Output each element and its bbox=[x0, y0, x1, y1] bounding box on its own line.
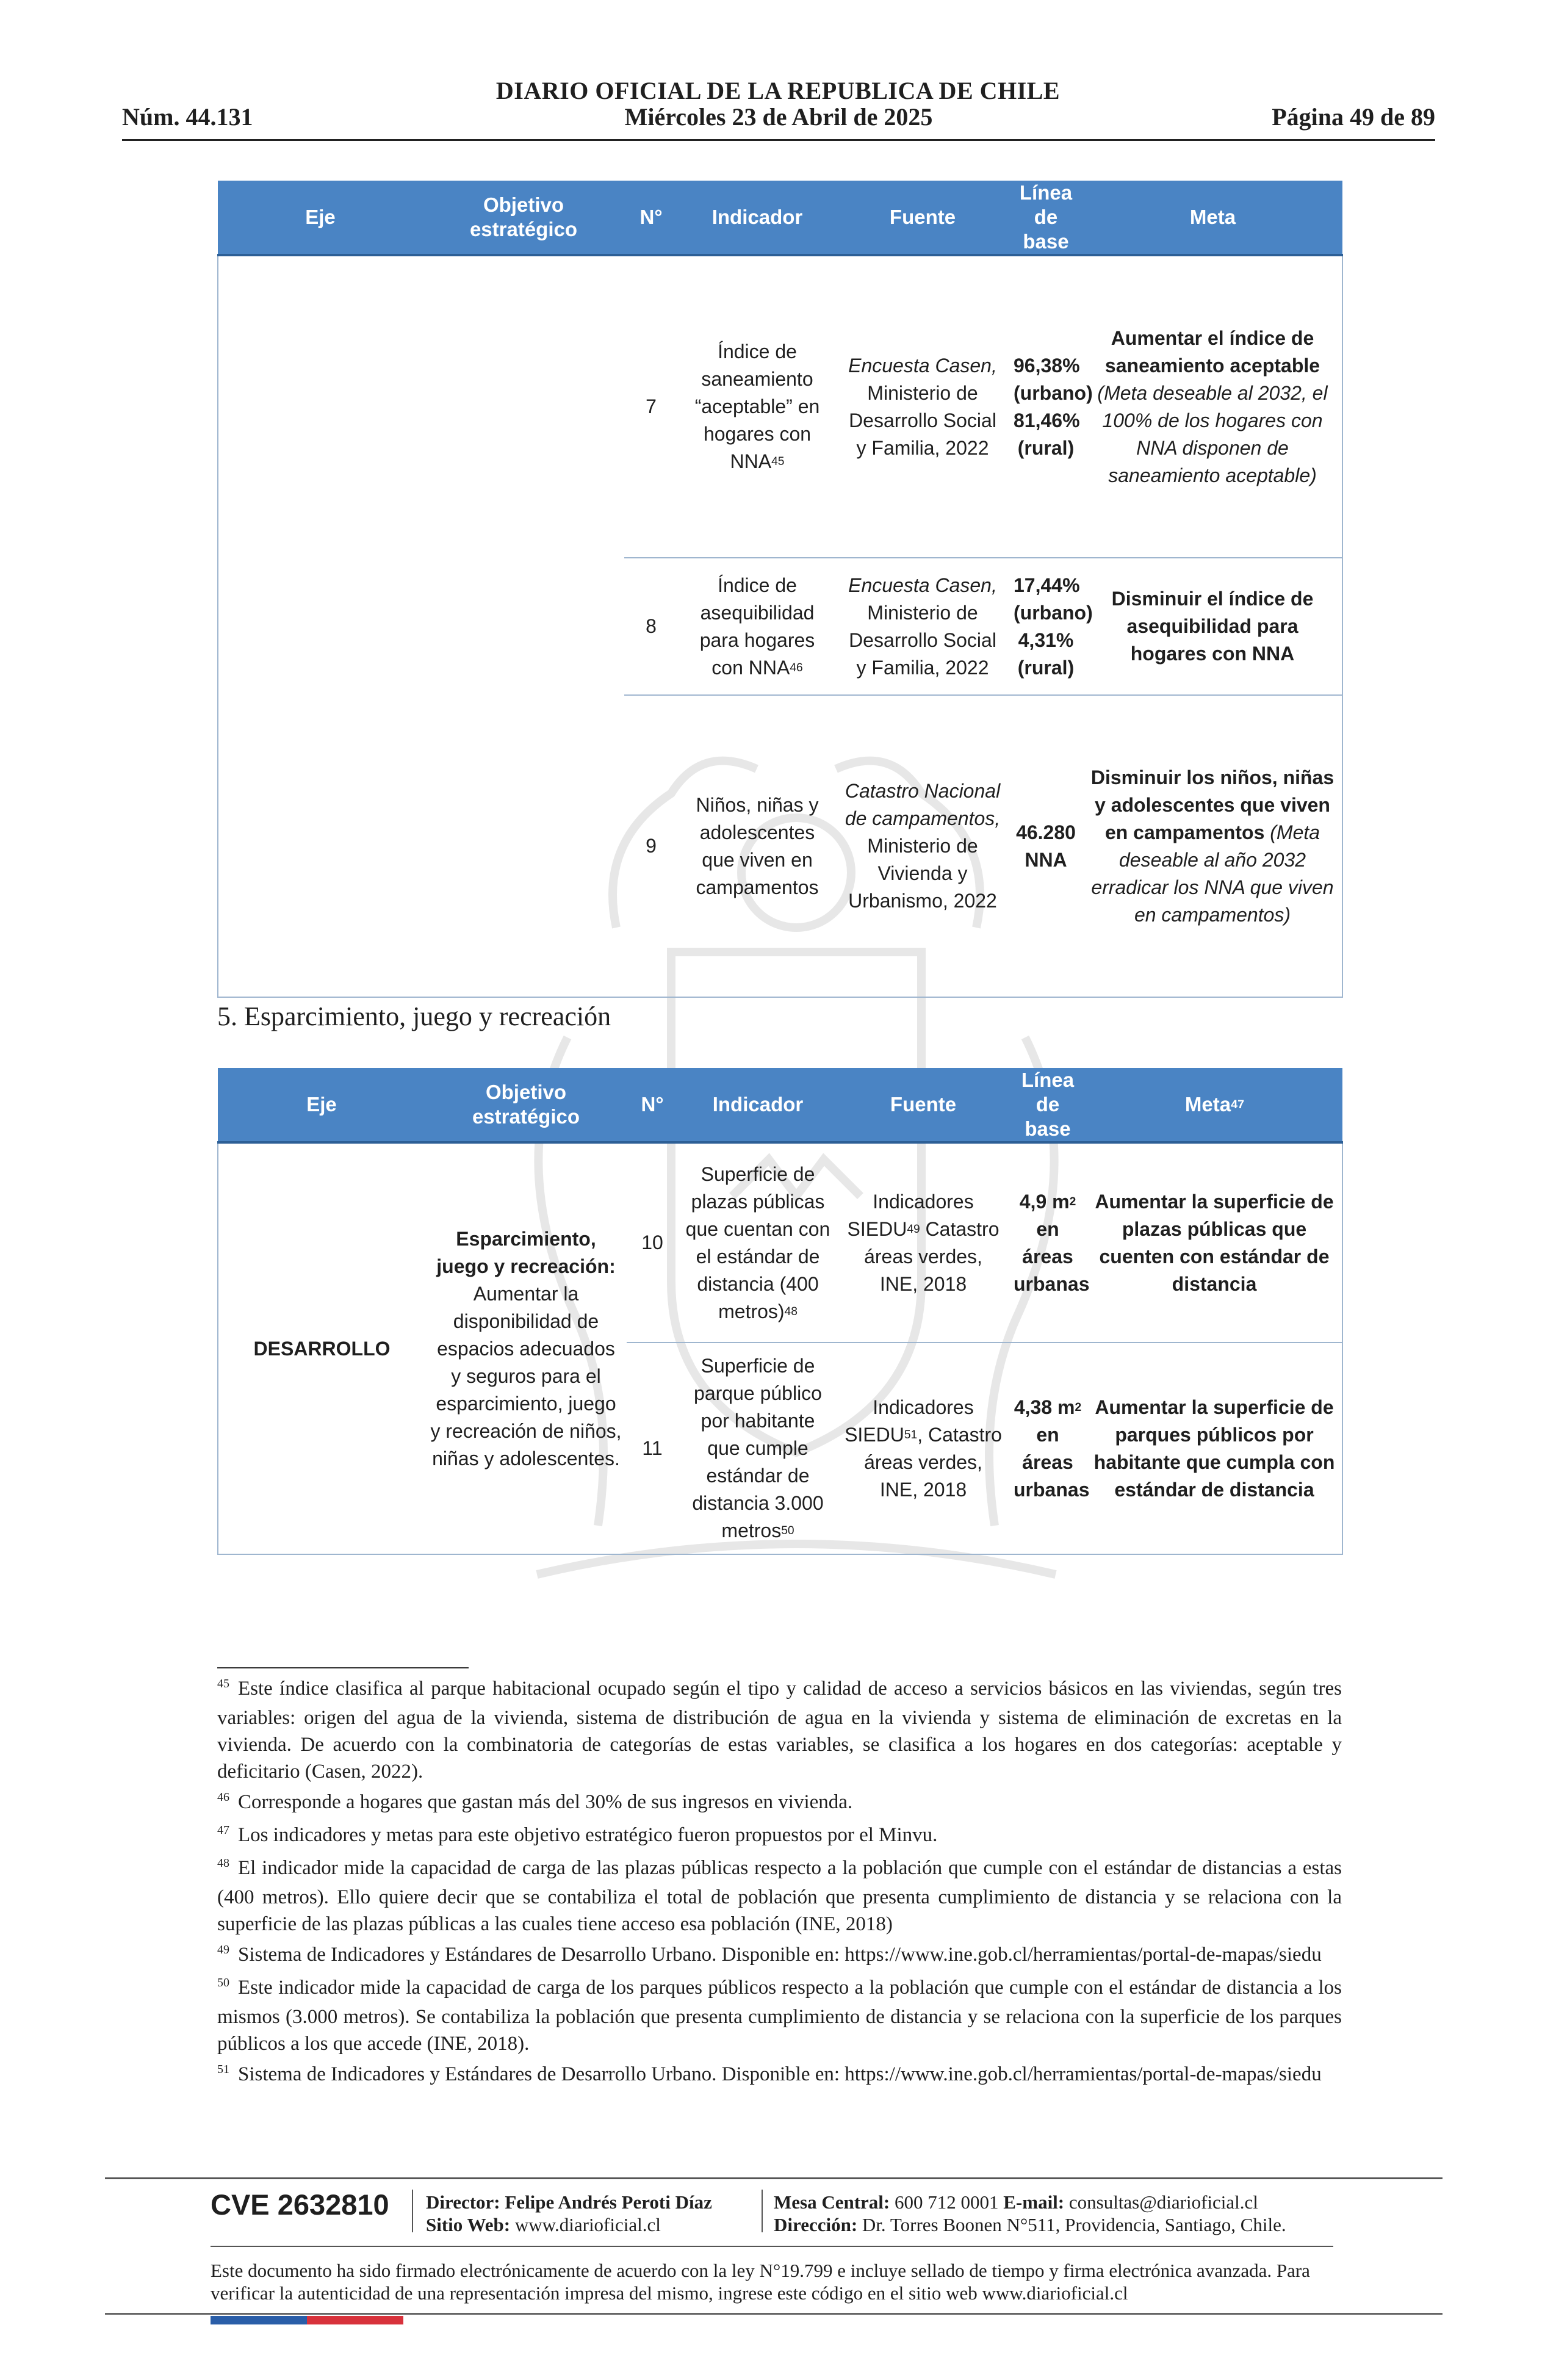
footer-rule-bottom bbox=[105, 2313, 1443, 2315]
header-rule bbox=[122, 139, 1435, 141]
table-row bbox=[218, 255, 1342, 558]
indicators-table-housing bbox=[217, 181, 1343, 998]
footnotes bbox=[217, 1675, 1342, 2094]
table-header-row bbox=[218, 1068, 1342, 1142]
footnote-48: $^{48}$ El indicador mide la capacidad de carga de las plazas públicas respecto a la población que cumple con el estándar de distancias a estas (400 metros). Ello quiere decir que se contabiliza el total de población que presenta cumplimiento de distancia y se relaciona con la superficie de las plazas públicas a las cuales tiene acceso esa población (INE, 2018) bbox=[217, 1856, 1342, 1935]
section-title: 5. Esparcimiento, juego y recreación bbox=[217, 1001, 611, 1031]
eje-cell: DESARROLLO bbox=[218, 1142, 425, 1554]
cve-code: CVE 2632810 bbox=[211, 2188, 389, 2221]
col-indicador: Indicador bbox=[678, 1068, 838, 1142]
eje-cell-empty bbox=[218, 255, 423, 997]
source-cell: Indicadores SIEDU$^{51}$, Catastro áreas verdes, INE, 2018 bbox=[838, 1343, 1009, 1554]
col-eje: Eje bbox=[218, 1068, 425, 1142]
indicator-cell: Superficie de parque público por habitante que cumple estándar de distancia 3.000 metros$^{50}$ bbox=[678, 1343, 838, 1554]
contact-block: Mesa Central: 600 712 0001 E-mail: consultas@diarioficial.cl Dirección: Dr. Torres Boonen N°511, Providencia, Santiago, Chile. bbox=[774, 2191, 1286, 2235]
col-eje: Eje bbox=[218, 181, 423, 255]
goal-cell: Aumentar el índice de saneamiento aceptable (Meta deseable al 2032, el 100% de los hogares con NNA disponen de saneamiento aceptable) bbox=[1083, 255, 1342, 558]
row-number: 9 bbox=[624, 695, 678, 997]
indicator-cell: Niños, niñas y adolescentes que viven en campamentos bbox=[678, 695, 837, 997]
footnote-51: $^{51}$ Sistema de Indicadores y Estándares de Desarrollo Urbano. Disponible en: https://www.ine.gob.cl/herramientas/portal-de-mapas/siedu bbox=[217, 2063, 1322, 2085]
table-header-row bbox=[218, 181, 1342, 255]
director-block: Director: Felipe Andrés Peroti Díaz Sitio Web: www.diarioficial.cl bbox=[426, 2191, 712, 2235]
table-row bbox=[218, 1142, 1342, 1343]
col-linea-base: Línea de base bbox=[1009, 181, 1083, 255]
row-number: 8 bbox=[624, 558, 678, 695]
legal-notice: Este documento ha sido firmado electrónicamente de acuerdo con la ley N°19.799 e incluye sellado de tiempo y firma electrónica avanzada. Para verificar la autenticidad de una representación impresa del mismo, ingrese este código en el sitio web www.diarioficial.cl bbox=[211, 2260, 1310, 2304]
col-meta: Meta bbox=[1083, 181, 1342, 255]
goal-cell: Aumentar la superficie de parques públicos por habitante que cumpla con estándar de distancia bbox=[1087, 1343, 1342, 1554]
indicator-cell: Índice de saneamiento “aceptable” en hogares con NNA$^{45}$ bbox=[694, 341, 820, 472]
footnote-50: $^{50}$ Este indicador mide la capacidad de carga de los parques públicos respecto a la población que cumple con el estándar de distancia a los mismos (3.000 metros). Se contabiliza la población que presenta cumplimiento de distancia y se relaciona con la superficie de los parques públicos a los que accede (INE, 2018). bbox=[217, 1976, 1342, 2055]
email-link[interactable]: consultas@diarioficial.cl bbox=[1068, 2191, 1258, 2213]
goal-cell: Aumentar la superficie de plazas públicas que cuenten con estándar de distancia bbox=[1087, 1142, 1342, 1343]
col-objetivo: Objetivo estratégico bbox=[425, 1068, 627, 1142]
footnote-46: $^{46}$ Corresponde a hogares que gastan más del 30% de sus ingresos en vivienda. bbox=[217, 1790, 853, 1813]
source-cell: Encuesta Casen, Ministerio de Desarrollo Social y Familia, 2022 bbox=[848, 354, 997, 459]
header-row bbox=[122, 103, 1435, 134]
col-fuente: Fuente bbox=[838, 1068, 1009, 1142]
col-num: N° bbox=[624, 181, 678, 255]
page-number: Página 49 de 89 bbox=[1272, 103, 1435, 131]
footer-rule-mid bbox=[211, 2246, 1333, 2247]
flag-stripe-red bbox=[307, 2316, 403, 2324]
source-cell: Encuesta Casen, Ministerio de Desarrollo Social y Familia, 2022 bbox=[837, 558, 1009, 695]
objetivo-cell-empty bbox=[423, 255, 624, 997]
col-num: N° bbox=[627, 1068, 678, 1142]
col-fuente: Fuente bbox=[837, 181, 1009, 255]
footnote-47: $^{47}$ Los indicadores y metas para este objetivo estratégico fueron propuestos por el Minvu. bbox=[217, 1823, 938, 1846]
website-link[interactable]: www.diarioficial.cl bbox=[514, 2214, 661, 2235]
row-number: 7 bbox=[646, 395, 657, 417]
objetivo-cell: Esparcimiento, juego y recreación: Aumentar la disponibilidad de espacios adecuados y seguros para el esparcimiento, juego y recreación de niños, niñas y adolescentes. bbox=[425, 1142, 627, 1554]
footnote-49: $^{49}$ Sistema de Indicadores y Estándares de Desarrollo Urbano. Disponible en: https://www.ine.gob.cl/herramientas/portal-de-mapas/siedu bbox=[217, 1943, 1322, 1966]
footer-divider bbox=[762, 2190, 763, 2232]
issue-number: Núm. 44.131 bbox=[122, 103, 253, 131]
indicators-table-recreation bbox=[217, 1068, 1343, 1555]
goal-cell: Disminuir el índice de asequibilidad para hogares con NNA bbox=[1083, 558, 1342, 695]
goal-cell: Disminuir los niños, niñas y adolescentes que viven en campamentos (Meta deseable al año 2032 erradicar los NNA que viven en campamentos) bbox=[1083, 695, 1342, 997]
footer-divider bbox=[412, 2190, 413, 2232]
baseline-cell: 4,38 $m^2$ en áreas urbanas bbox=[1009, 1343, 1087, 1554]
col-meta: Meta$^{47}$ bbox=[1087, 1068, 1342, 1142]
indicator-cell: Índice de asequibilidad para hogares con NNA$^{46}$ bbox=[678, 558, 837, 695]
source-cell: Indicadores SIEDU$^{49}$ Catastro áreas verdes, INE, 2018 bbox=[847, 1190, 1000, 1295]
footer-rule-top bbox=[105, 2177, 1443, 2179]
baseline-cell: 96,38% (urbano) 81,46% (rural) bbox=[1014, 354, 1093, 459]
baseline-cell: 46.280 NNA bbox=[1009, 695, 1083, 997]
row-number: 11 bbox=[627, 1343, 678, 1554]
row-number: 10 bbox=[641, 1231, 663, 1253]
col-objetivo: Objetivo estratégico bbox=[423, 181, 624, 255]
footnote-rule bbox=[217, 1667, 469, 1668]
baseline-cell: 17,44% (urbano) 4,31% (rural) bbox=[1009, 558, 1083, 695]
gazette-title: DIARIO OFICIAL DE LA REPUBLICA DE CHILE bbox=[495, 77, 1061, 104]
col-linea-base: Línea de base bbox=[1009, 1068, 1087, 1142]
source-cell: Catastro Nacional de campamentos, Ministerio de Vivienda y Urbanismo, 2022 bbox=[837, 695, 1009, 997]
issue-date: Miércoles 23 de Abril de 2025 bbox=[624, 103, 933, 131]
indicator-cell: Superficie de plazas públicas que cuentan con el estándar de distancia (400 metros)$^{48}$ bbox=[685, 1163, 830, 1322]
flag-stripe-blue bbox=[211, 2316, 307, 2324]
baseline-cell: 4,9 $m^2$ en áreas urbanas bbox=[1014, 1190, 1090, 1295]
footnote-45: $^{45}$ Este índice clasifica al parque habitacional ocupado según el tipo y calidad de acceso a servicios básicos en las viviendas, según tres variables: origen del agua de la vivienda, sistema de distribución de agua en la vivienda y sistema de eliminación de excretas en la vivienda. De acuerdo con la combinatoria de categorías de estas variables, se clasifica a los hogares en dos categorías: aceptable y deficitario (Casen, 2022). bbox=[217, 1677, 1342, 1783]
col-indicador: Indicador bbox=[678, 181, 837, 255]
